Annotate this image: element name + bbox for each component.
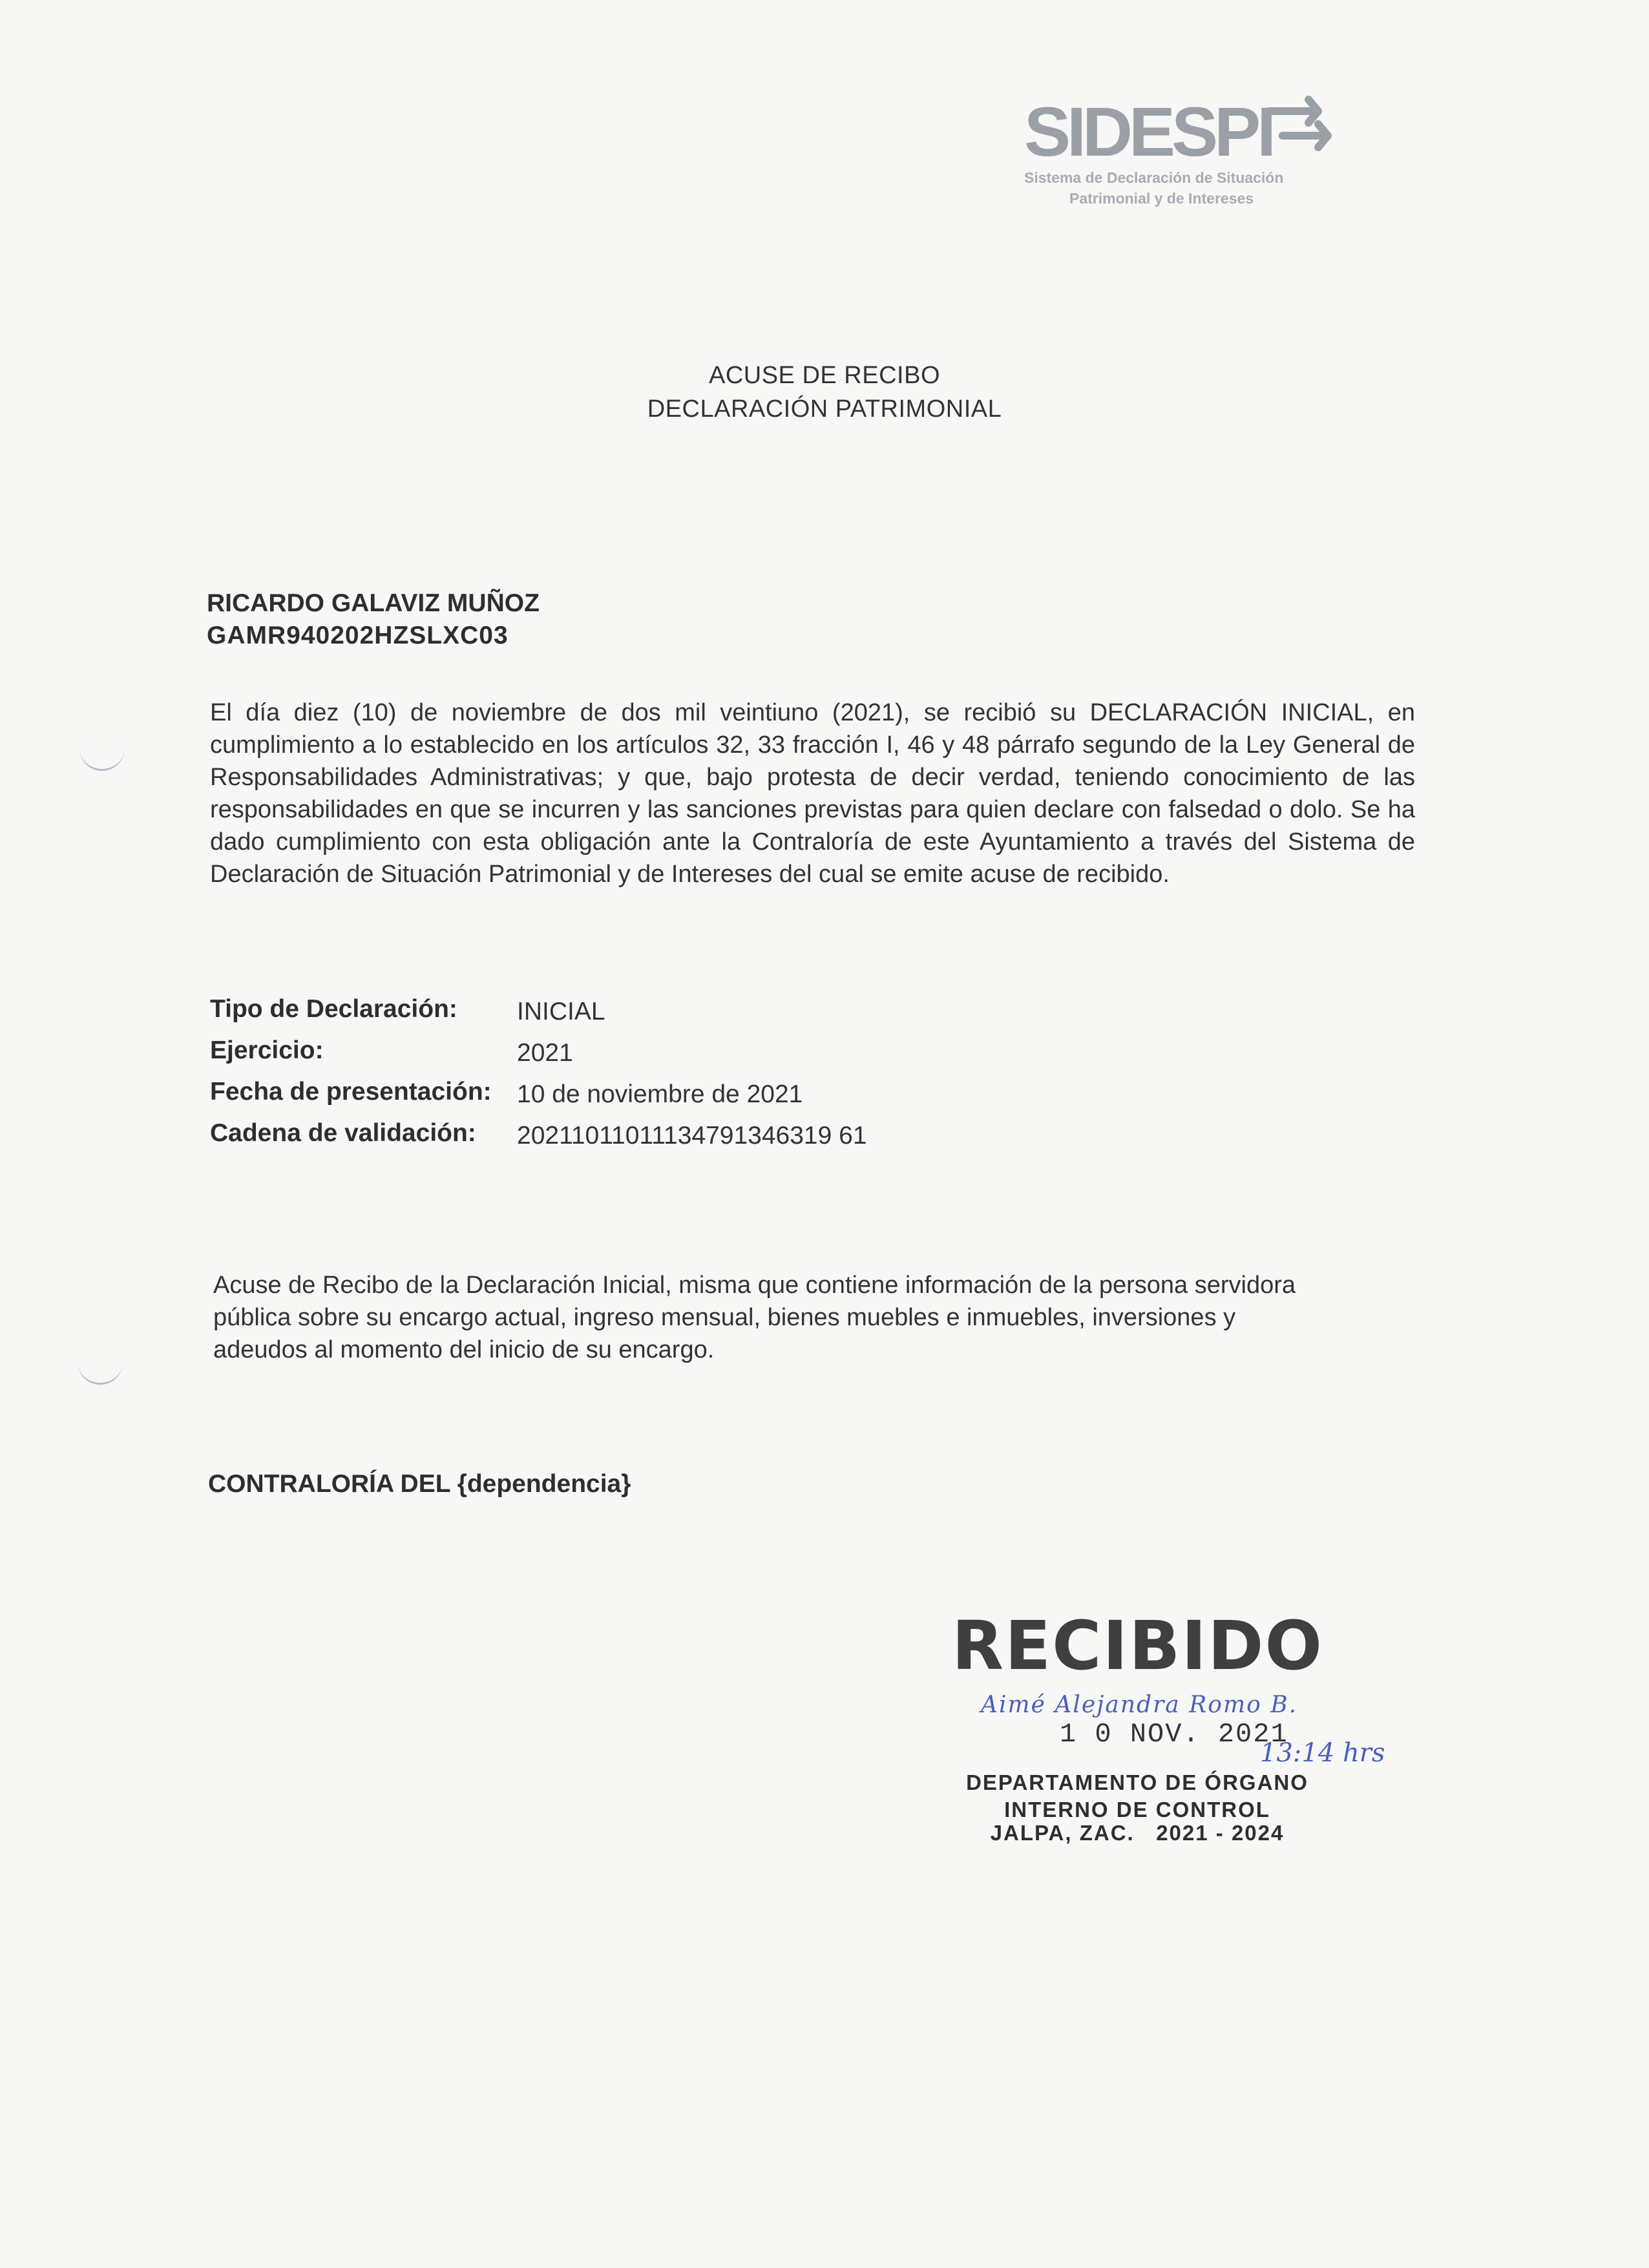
punch-hole-mark xyxy=(79,743,125,771)
detail-value: 10 de noviembre de 2021 xyxy=(517,1080,803,1108)
detail-label: Fecha de presentación: xyxy=(210,1078,492,1106)
declaration-statement: El día diez (10) de noviembre de dos mil veintiuno (2021), se recibió su DECLARACIÓN INICIAL, en cumplimiento a lo establecido en los artículos 32, 33 fracción I, 46 y 48 párrafo segundo de la Ley General de Responsabilidades Administrativas; y que, bajo protesta de decir verdad, teniendo conocimiento de las responsabilidades en que se incurren y las sanciones previstas para quien declare con falsedad o dolo. Se ha dado cumplimiento con esta obligación ante la Contraloría de este Ayuntamiento a través del Sistema de Declaración de Situación Patrimonial y de Intereses del cual se emite acuse de recibido. xyxy=(210,699,1415,888)
declarant-name: RICARDO GALAVIZ MUÑOZ xyxy=(207,589,540,617)
detail-label: Ejercicio: xyxy=(210,1036,324,1064)
handwritten-signature: Aimé Alejandra Romo B. xyxy=(981,1692,1298,1718)
detail-value: 2021 xyxy=(517,1039,573,1067)
punch-hole-mark xyxy=(78,1357,123,1385)
arrow-icon xyxy=(1257,85,1347,163)
stamp-department: DEPARTAMENTO DE ÓRGANO xyxy=(966,1770,1308,1794)
detail-value: 20211011011134791346319 61 xyxy=(517,1122,867,1150)
handwritten-time: 13:14 hrs xyxy=(1260,1738,1385,1768)
document-title: ACUSE DE RECIBO xyxy=(708,362,941,389)
detail-label: Tipo de Declaración: xyxy=(210,995,457,1023)
issuing-office: CONTRALORÍA DEL {dependencia} xyxy=(208,1470,631,1498)
document-subtitle: DECLARACIÓN PATRIMONIAL xyxy=(647,395,1002,423)
detail-label: Cadena de validación: xyxy=(210,1119,476,1147)
stamp-title: RECIBIDO xyxy=(952,1606,1323,1685)
detail-value: INICIAL xyxy=(517,998,605,1025)
stamp-department-2: INTERNO DE CONTROL xyxy=(1004,1798,1270,1822)
logo-subtitle-line1: Sistema de Declaración de Situación xyxy=(1024,169,1284,186)
logo-subtitle-line2: Patrimonial y de Intereses xyxy=(1069,190,1254,207)
stamp-location: JALPA, ZAC. 2021 - 2024 xyxy=(990,1821,1285,1845)
stamp-date: 1 0 NOV. 2021 xyxy=(1060,1719,1288,1750)
logo-wordmark: SIDESPI xyxy=(1024,92,1273,171)
receipt-description: Acuse de Recibo de la Declaración Inicial, misma que contiene información de la persona servidora pública sobre su encargo actual, ingreso mensual, bienes muebles e inmuebles, inversiones y adeudos al momento del inicio de su encargo. xyxy=(213,1272,1296,1363)
sidespi-logo xyxy=(1024,92,1347,213)
declarant-rfc: GAMR940202HZSLXC03 xyxy=(207,622,509,649)
